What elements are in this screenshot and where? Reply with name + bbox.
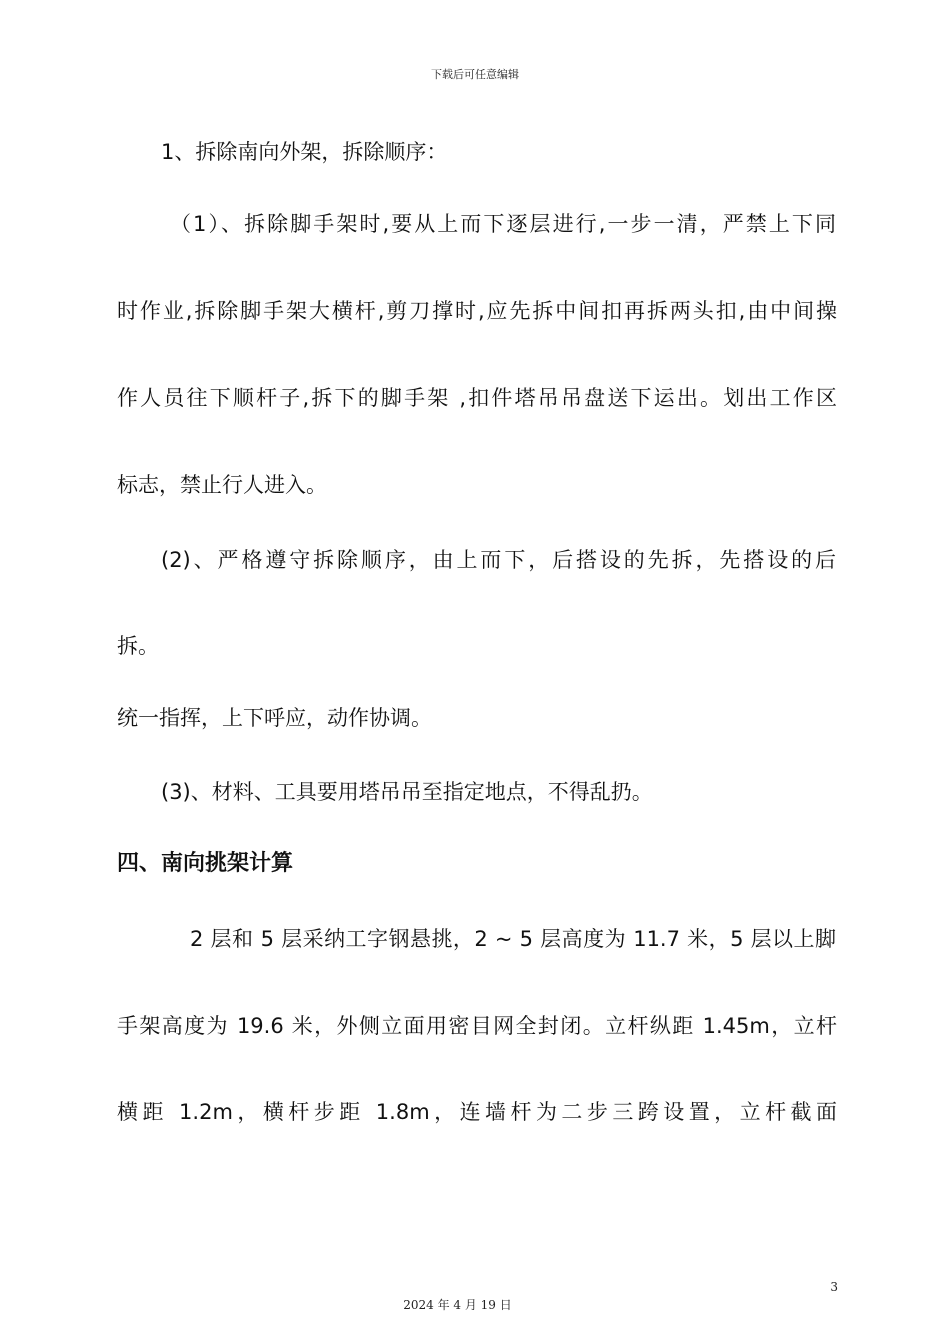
paragraph-1-line-1: （1）、拆除脚手架时,要从上而下逐层进行,一步一清，严禁上下同: [170, 212, 836, 236]
paragraph-5-line-2: 手架高度为 19.6 米，外侧立面用密目网全封闭。立杆纵距 1.45m，立杆: [117, 1014, 837, 1038]
paragraph-5-line-1: 2 层和 5 层采纳工字钢悬挑，2 ~ 5 层高度为 11.7 米，5 层以上脚: [190, 927, 836, 951]
paragraph-1-line-4: 标志，禁止行人进入。: [117, 473, 327, 497]
section-heading: 四、南向挑架计算: [117, 851, 294, 876]
paragraph-2-line-1: (2)、严格遵守拆除顺序，由上而下，后搭设的先拆，先搭设的后: [161, 548, 836, 572]
section-item-1: 1、拆除南向外架，拆除顺序：: [161, 140, 448, 164]
paragraph-1-line-3: 作人员往下顺杆子,拆下的脚手架 ,扣件塔吊吊盘送下运出。划出工作区: [117, 386, 837, 410]
paragraph-3-line-1: 统一指挥，上下呼应，动作协调。: [117, 706, 432, 730]
paragraph-2-line-2: 拆。: [117, 634, 159, 658]
paragraph-4-line-1: (3)、材料、工具要用塔吊吊至指定地点，不得乱扔。: [161, 780, 653, 804]
paragraph-1-line-2: 时作业,拆除脚手架大横杆,剪刀撑时,应先拆中间扣再拆两头扣,由中间操: [117, 299, 837, 323]
page-footer-date: 2024 年 4 月 19 日: [403, 1298, 512, 1312]
page-number: 3: [830, 1280, 838, 1294]
paragraph-5-line-3: 横距 1.2m，横杆步距 1.8m，连墙杆为二步三跨设置，立杆截面: [117, 1100, 837, 1124]
page-header: 下载后可任意编辑: [431, 68, 519, 81]
